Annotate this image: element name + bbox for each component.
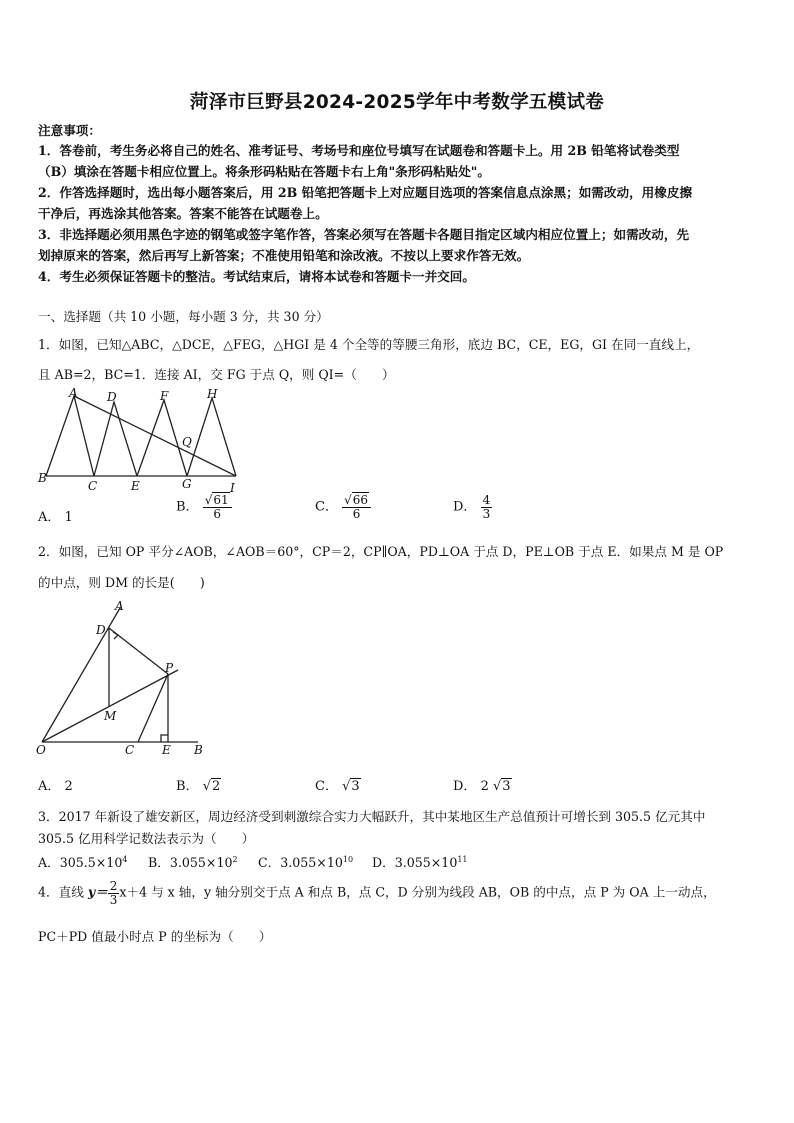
q3-option-c-base: 3.055×10 <box>280 855 343 870</box>
q2-option-b-letter: B． <box>176 779 199 794</box>
q1-line-1: 1．如图，已知△ABC，△DCE，△FEG，△HGI 是 4 个全等的等腰三角形，底边 BC，CE，EG，GI 在同一直线上， <box>38 337 700 352</box>
q1-option-d-numerator: 4 <box>482 493 491 507</box>
q2-option-c-sqrt: √3 <box>342 779 360 794</box>
q1-option-d-letter: D． <box>453 499 477 515</box>
q1-option-c[interactable] <box>315 494 371 520</box>
page-title: 菏泽市巨野县2024-2025学年中考数学五模试卷 <box>189 92 605 113</box>
q3-option-d-base: 3.055×10 <box>394 855 458 870</box>
notice-item-1-line-1: 1．答卷前，考生务必将自己的姓名、准考证号、考场号和座位号填写在试题卷和答题卡上。用 2B 铅笔将试卷类型 <box>38 143 680 158</box>
section-1-heading: 一、选择题（共 10 小题，每小题 3 分，共 30 分） <box>38 309 329 324</box>
q1-label-G: G <box>182 477 192 491</box>
q4-line-1-rest: x＋4 与 x 轴，y 轴分别交于点 A 和点 B，点 C，D 分别为线段 AB，OB 的中点，点 P 为 OA 上一动点， <box>119 884 716 900</box>
q2-option-d-letter: D． <box>453 779 477 794</box>
q1-option-c-letter: C． <box>315 499 338 515</box>
q3-option-c-letter: C． <box>258 855 281 870</box>
q2-option-d[interactable] <box>453 775 512 794</box>
q2-label-C: C <box>125 743 135 757</box>
q2-option-a-value: 2 <box>64 779 73 794</box>
q2-option-b-radicand: 2 <box>212 779 221 794</box>
q1-label-D: D <box>107 390 117 404</box>
q1-option-d[interactable] <box>453 494 492 520</box>
q3-option-d[interactable] <box>372 852 468 871</box>
q3-option-a-base: 305.5×10 <box>59 855 123 870</box>
q1-option-c-denominator: 6 <box>352 506 361 521</box>
q2-option-c-radicand: 3 <box>351 779 360 794</box>
notice-item-4: 4．考生必须保证答题卡的整洁。考试结束后，请将本试卷和答题卡一并交回。 <box>38 269 475 284</box>
q4-slope-fraction <box>108 880 120 906</box>
q3-option-d-letter: D． <box>372 855 395 870</box>
q2-option-a[interactable] <box>38 775 73 794</box>
q2-option-a-letter: A． <box>38 779 61 794</box>
q4-line-2: PC＋PD 值最小时点 P 的坐标为（ ） <box>38 929 272 944</box>
q4-prefix: 4．直线 <box>38 884 88 900</box>
q1-option-a[interactable] <box>38 506 73 525</box>
q3-option-c[interactable] <box>258 852 353 871</box>
q4-slope-denominator: 3 <box>109 892 118 907</box>
q2-option-c[interactable] <box>315 775 361 794</box>
q3-line-2: 305.5 亿用科学记数法表示为（ ） <box>38 831 255 846</box>
q2-label-E: E <box>162 743 171 757</box>
q4-y-equals: y＝ <box>87 884 108 900</box>
q2-option-b-sqrt: √2 <box>202 779 221 794</box>
q1-label-A: A <box>69 386 78 400</box>
q1-option-b-letter: B． <box>176 499 199 515</box>
q3-option-b-base: 3.055×10 <box>169 855 233 870</box>
q2-label-M: M <box>104 709 117 723</box>
notice-item-2-line-2: 干净后，再选涂其他答案。答案不能答在试题卷上。 <box>38 206 328 221</box>
q2-option-d-sqrt: √3 <box>493 779 511 794</box>
notice-item-1-line-2: （B）填涂在答题卡相应位置上。将条形码粘贴在答题卡右上角"条形码粘贴处"。 <box>38 164 490 179</box>
q2-label-P: P <box>165 661 174 675</box>
q1-line-2: 且 AB=2，BC=1．连接 AI，交 FG 于点 Q，则 QI=（ ） <box>38 367 395 382</box>
q3-option-c-exponent: 10 <box>342 854 354 864</box>
q1-option-b-radicand: 61 <box>213 493 229 507</box>
q2-option-c-letter: C． <box>315 779 338 794</box>
notice-item-3-line-2: 划掉原来的答案，然后再写上新答案；不准使用铅笔和涂改液。不按以上要求作答无效。 <box>38 248 530 263</box>
q1-option-b-fraction: $\frac{√61}{6}$ <box>203 494 232 520</box>
q4-line-1 <box>38 880 716 906</box>
q1-option-b-denominator: 6 <box>213 506 221 521</box>
notice-item-2-line-1: 2．作答选择题时，选出每小题答案后，用 2B 铅笔把答题卡上对应题目选项的答案信息点涂黑；如需改动，用橡皮擦 <box>38 185 693 200</box>
q1-option-a-letter: A． <box>38 510 61 525</box>
q4-slope-numerator: 2 <box>109 879 118 893</box>
q1-option-a-value: 1 <box>64 510 73 525</box>
q1-option-d-denominator: 3 <box>482 506 491 521</box>
q2-line-1: 2．如图，已知 OP 平分∠AOB，∠AOB＝60°，CP＝2，CP∥OA，PD⊥OA 于点 D，PE⊥OB 于点 E．如果点 M 是 OP <box>38 544 724 559</box>
q1-label-C: C <box>88 479 98 493</box>
q1-label-B: B <box>38 471 47 485</box>
q2-label-A: A <box>115 599 124 613</box>
q2-label-O: O <box>36 743 46 757</box>
q3-option-b[interactable] <box>148 852 238 871</box>
q1-figure <box>34 384 244 496</box>
q2-option-d-coefficient: 2 <box>480 779 489 794</box>
q2-label-D: D <box>96 623 106 637</box>
q1-option-c-radicand: 66 <box>352 493 369 507</box>
q3-option-a[interactable] <box>38 852 127 871</box>
q1-option-b[interactable] <box>176 494 232 520</box>
q3-option-b-exponent: 2 <box>232 854 238 864</box>
q1-label-H: H <box>207 387 218 401</box>
q1-label-I: I <box>230 481 235 495</box>
q3-option-d-exponent: 11 <box>457 854 468 864</box>
q1-label-Q: Q <box>182 435 192 449</box>
q1-option-c-fraction: $\frac{√66}{6}$ <box>342 494 371 520</box>
q1-label-F: F <box>160 389 169 403</box>
q1-option-d-fraction <box>481 494 493 520</box>
q2-option-d-radicand: 3 <box>502 779 511 794</box>
q3-option-a-letter: A． <box>38 855 60 870</box>
q1-label-E: E <box>131 479 140 493</box>
q2-figure <box>32 596 212 760</box>
q2-line-2: 的中点，则 DM 的长是( ) <box>38 575 205 590</box>
q3-line-1: 3．2017 年新设了雄安新区，周边经济受到刺激综合实力大幅跃升，其中某地区生产总值预计可增长到 305.5 亿元其中 <box>38 809 706 824</box>
q3-option-a-exponent: 4 <box>122 854 128 864</box>
q2-label-B: B <box>194 743 203 757</box>
notice-item-3-line-1: 3．非选择题必须用黑色字迹的钢笔或签字笔作答，答案必须写在答题卡各题目指定区域内相应位置上；如需改动，先 <box>38 227 690 242</box>
q3-option-b-letter: B． <box>148 855 170 870</box>
q2-option-b[interactable] <box>176 775 221 794</box>
notice-heading: 注意事项： <box>38 123 101 138</box>
